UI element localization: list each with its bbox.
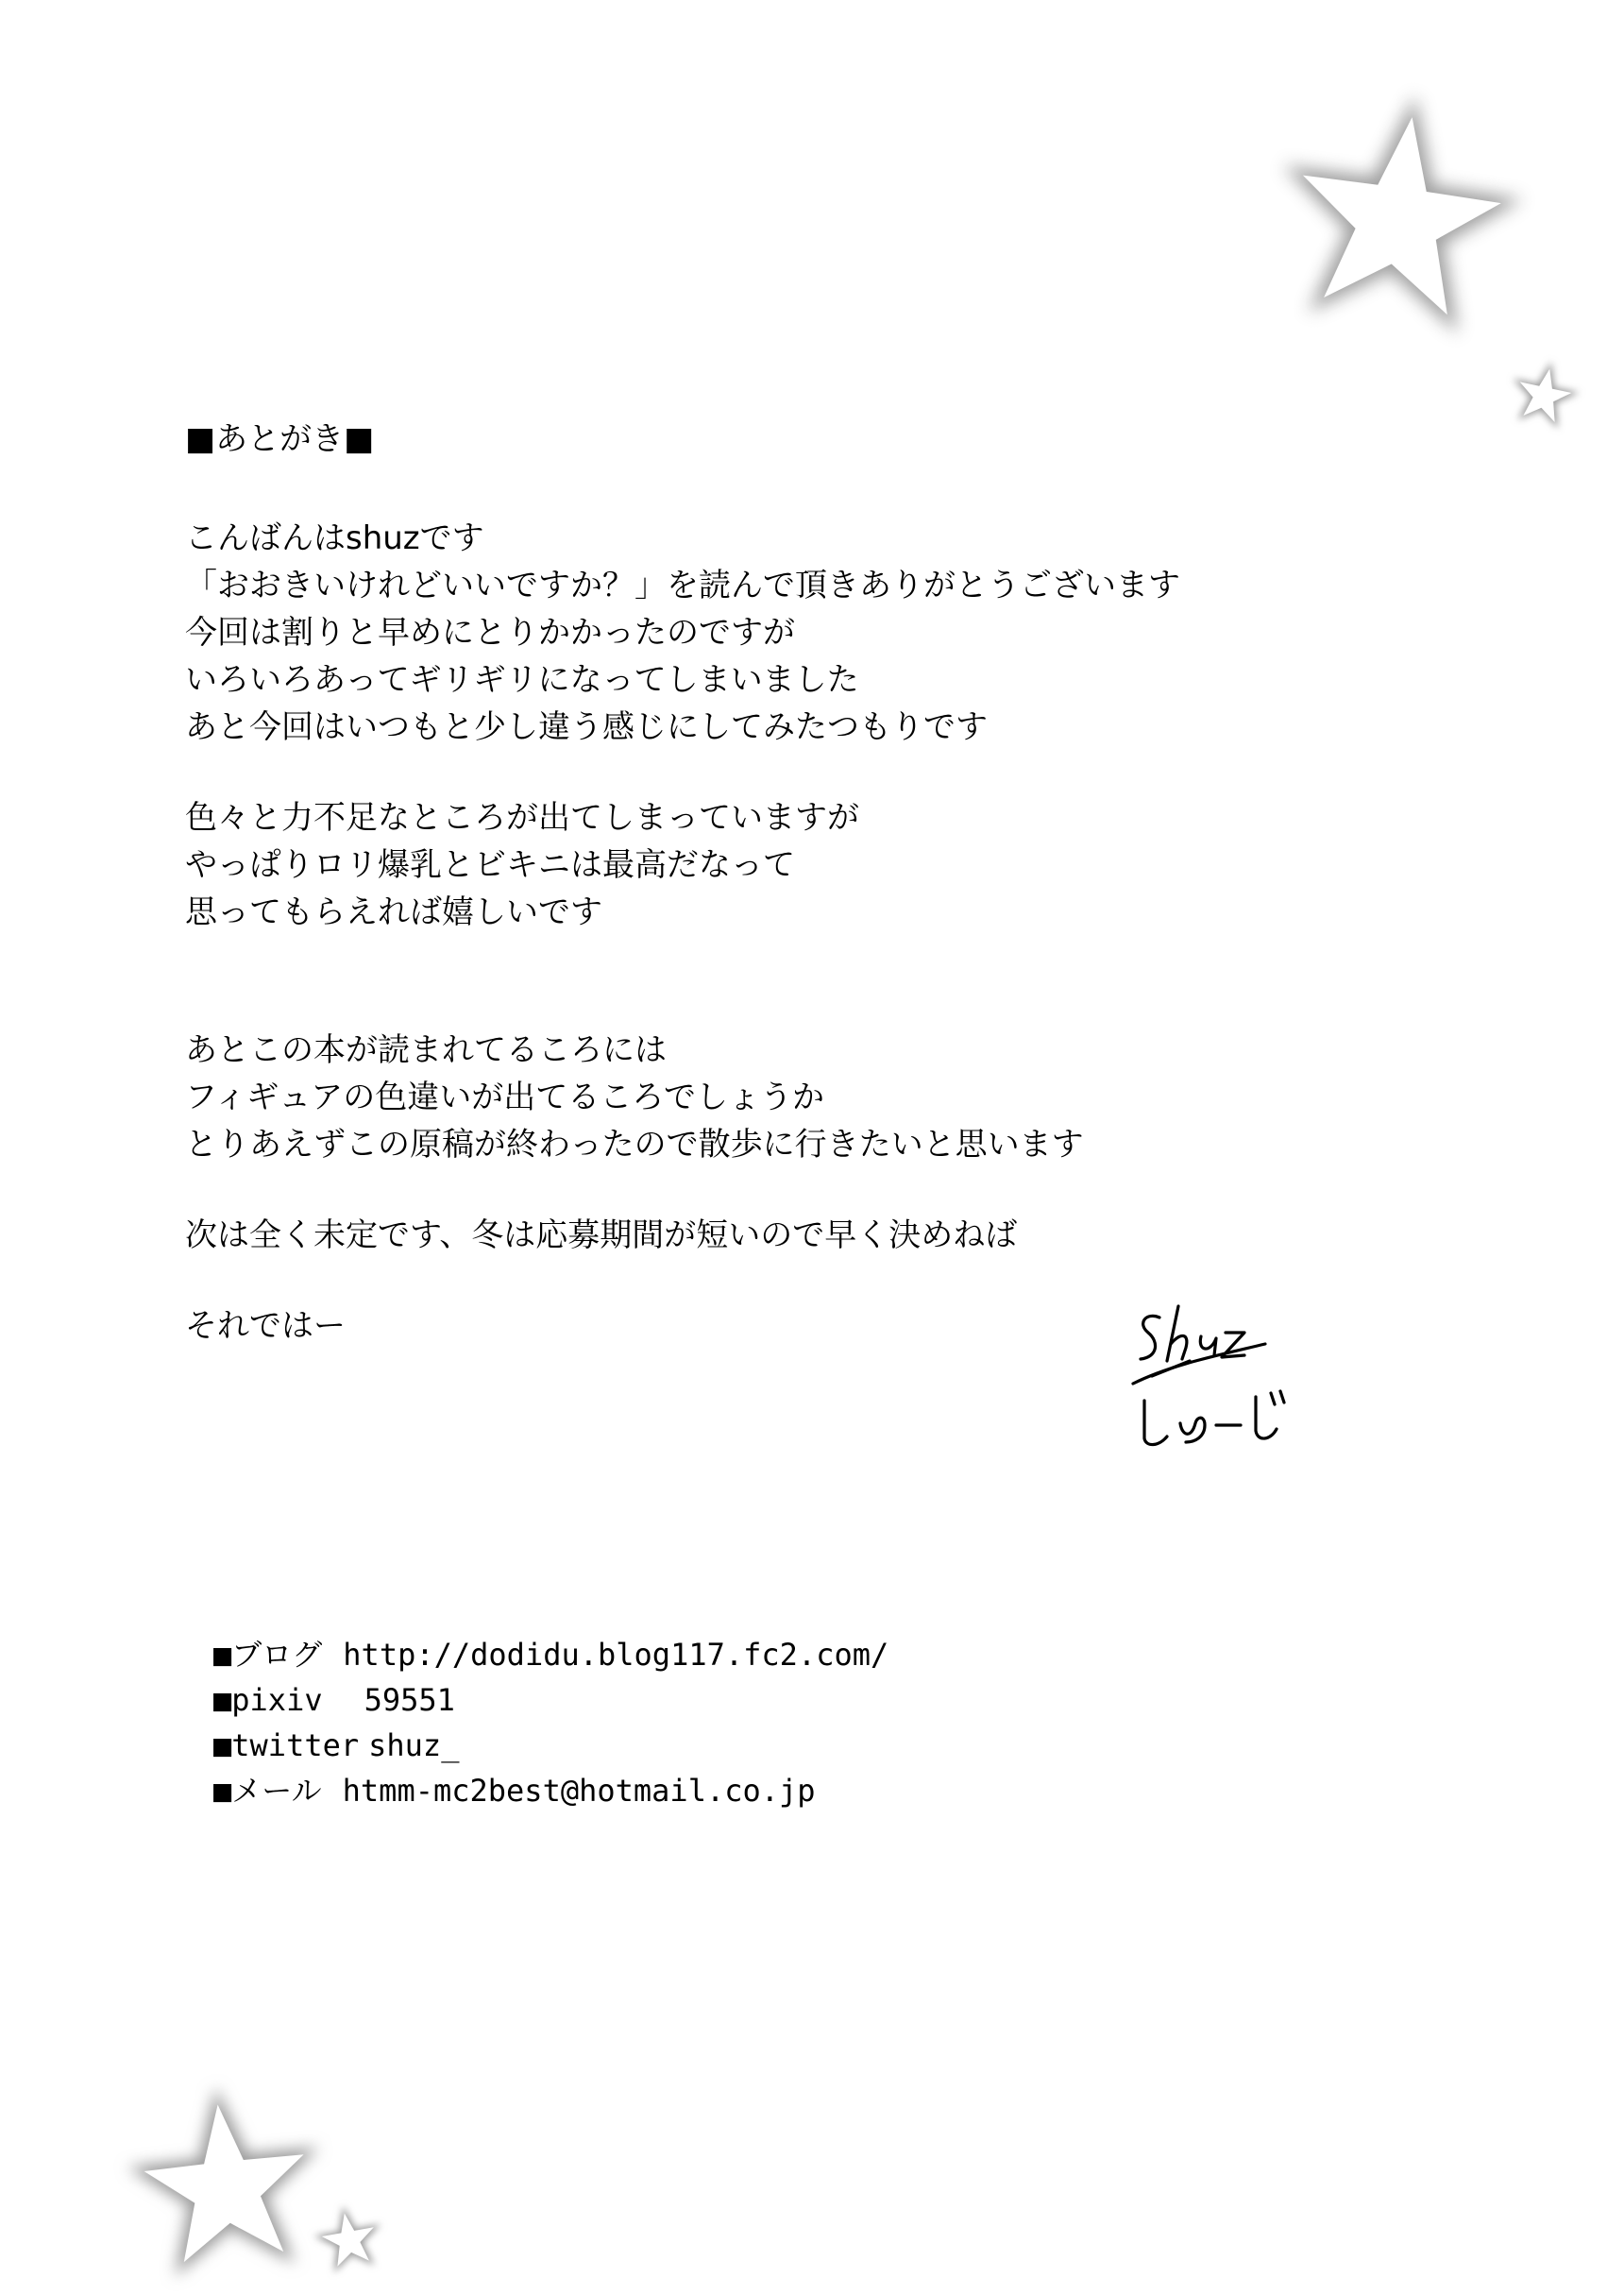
- text-line: 今回は割りと早めにとりかかったのですが: [185, 614, 795, 652]
- contact-label: ■twitter: [213, 1727, 360, 1763]
- handwritten-signature: [1124, 1299, 1294, 1459]
- pixiv-id: 59551: [364, 1682, 455, 1718]
- contact-label: ■pixiv: [213, 1682, 323, 1718]
- text-line: 色々と力不足なところが出てしまっていますが: [185, 799, 859, 837]
- text-line: やっぱりロリ爆乳とビキニは最高だなって: [185, 846, 795, 884]
- contact-twitter: [213, 1723, 888, 1768]
- paragraph-thoughts: [185, 794, 1318, 936]
- contact-blog: [213, 1632, 888, 1677]
- text-line: 思ってもらえれば嬉しいです: [185, 893, 602, 931]
- text-line: いろいろあってギリギリになってしまいました: [185, 661, 859, 699]
- contact-label: ■ブログ: [213, 1637, 323, 1673]
- afterword-heading: ■あとがき■: [185, 420, 375, 458]
- text-line: あとこの本が読まれてるころには: [185, 1031, 667, 1069]
- text-line: こんばんはshuzです: [185, 519, 484, 557]
- paragraph-figure: [185, 1027, 1318, 1168]
- text-line: フィギュアの色違いが出てるころでしょうか: [185, 1079, 824, 1116]
- contact-mail: [213, 1768, 888, 1813]
- text-line: あと今回はいつもと少し違う感じにしてみたつもりです: [185, 708, 988, 746]
- large-star-bottom-left-icon: [113, 2078, 340, 2295]
- afterword-body: [185, 416, 1318, 1350]
- email-address: htmm-mc2best@hotmail.co.jp: [342, 1773, 816, 1809]
- blog-url: http://dodidu.blog117.fc2.com/: [343, 1637, 889, 1673]
- contact-label: ■メール: [213, 1773, 322, 1809]
- text-line: とりあえずこの原稿が終わったので散歩に行きたいと思います: [185, 1126, 1084, 1164]
- small-star-bottom-left-icon: [307, 2199, 392, 2284]
- large-star-top-right-icon: [1256, 80, 1539, 354]
- small-star-top-right-icon: [1501, 354, 1586, 439]
- text-line: 次は全く未定です、冬は応募期間が短いので早く決めねば: [185, 1216, 1018, 1254]
- contact-list: [213, 1632, 888, 1813]
- text-line: 「おおきいけれどいいですか？」を読んで頂きありがとうございます: [185, 567, 1180, 604]
- contact-pixiv: [213, 1677, 888, 1723]
- paragraph-next: [185, 1212, 1318, 1259]
- paragraph-greeting: [185, 515, 1318, 751]
- twitter-handle: shuz_: [368, 1727, 460, 1763]
- text-line: それではー: [185, 1307, 346, 1345]
